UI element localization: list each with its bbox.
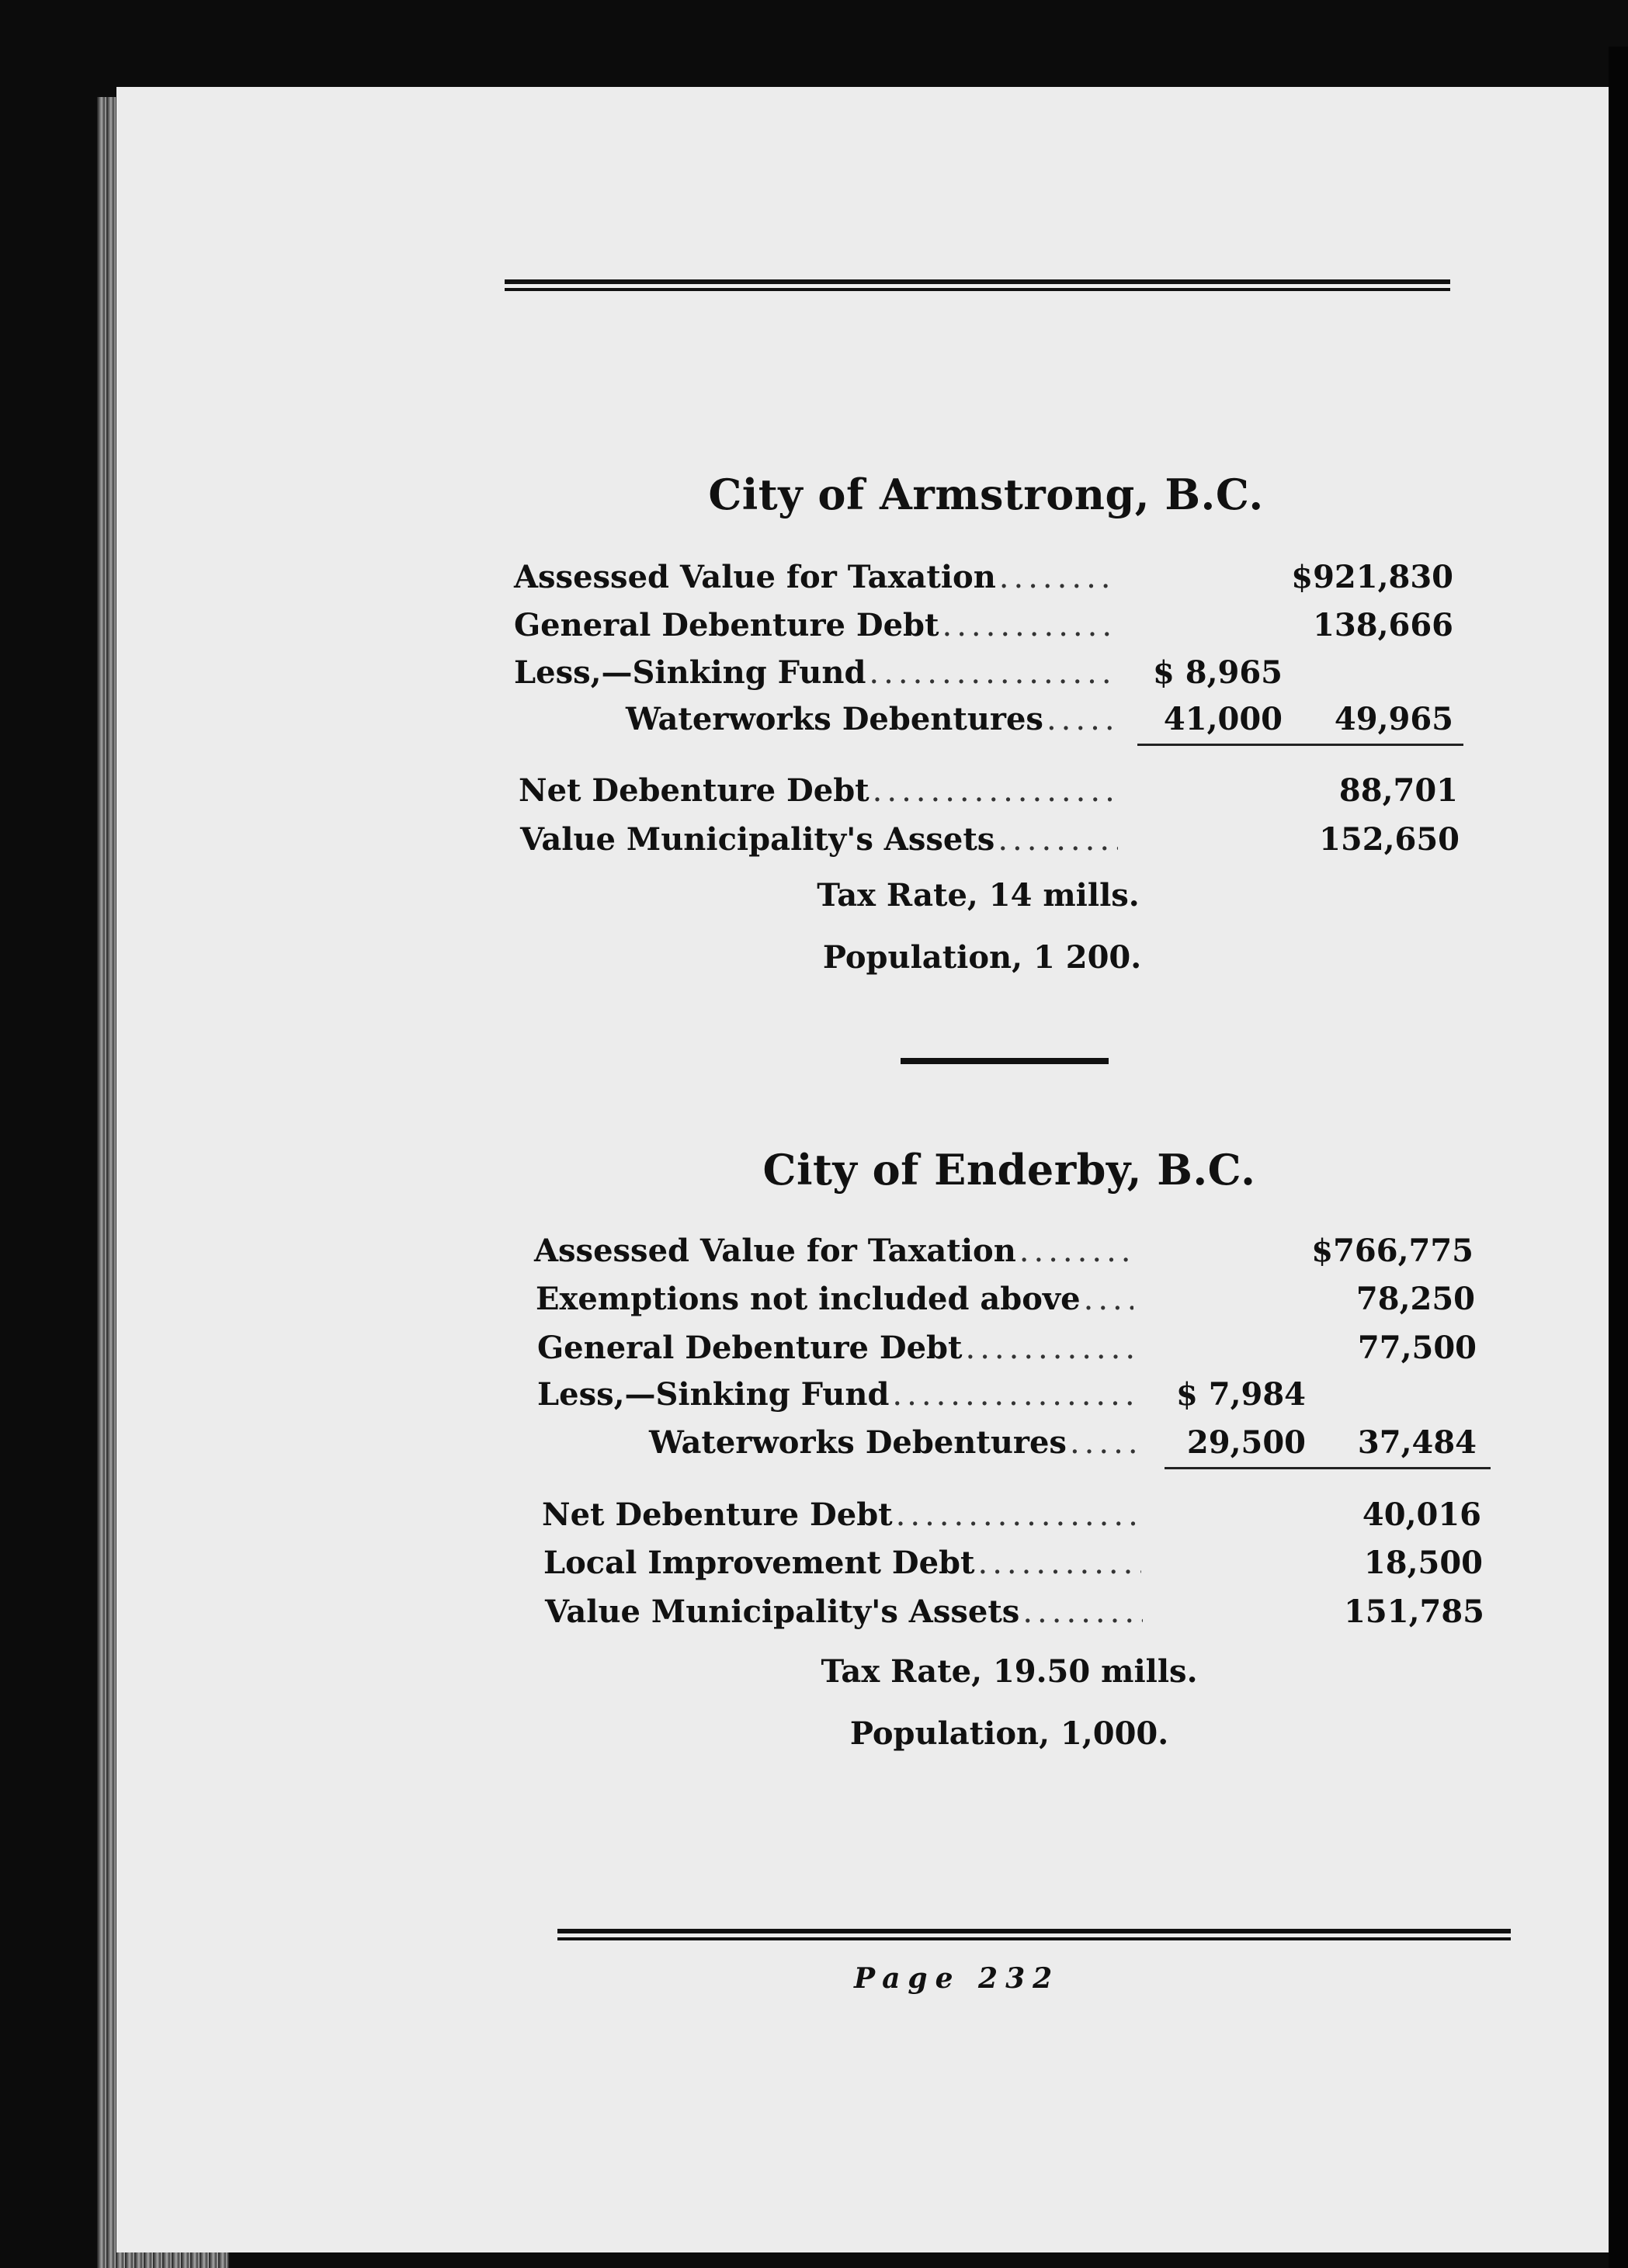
row-label: Net Debenture Debt: [519, 772, 870, 809]
armstrong-sum-rule: [1137, 744, 1463, 746]
row-label: Waterworks Debentures: [626, 701, 1043, 737]
armstrong-row-waterworks: [626, 701, 1453, 737]
row-amount: 77,500: [1357, 1330, 1477, 1366]
enderby-row-local-improvement: [543, 1545, 1483, 1581]
row-label: Assessed Value for Taxation: [534, 1233, 1016, 1269]
enderby-population: Population, 1,000.: [849, 1715, 1169, 1752]
row-mid-amount: $ 8,965: [1152, 654, 1283, 691]
row-amount: 152,650: [1319, 821, 1460, 858]
armstrong-row-net-debt: [519, 772, 1458, 809]
row-amount: 151,785: [1344, 1593, 1484, 1630]
row-label: Assessed Value for Taxation: [514, 559, 996, 595]
enderby-row-waterworks: [649, 1424, 1477, 1461]
row-label: Value Municipality's Assets: [520, 821, 995, 858]
row-label: Waterworks Debentures: [649, 1424, 1067, 1461]
section-separator: [901, 1058, 1109, 1064]
armstrong-tax-rate: Tax Rate, 14 mills.: [817, 877, 1140, 914]
enderby-title: City of Enderby, B.C.: [762, 1145, 1256, 1195]
row-amount: 37,484: [1357, 1424, 1477, 1461]
dark-margin: [1609, 47, 1628, 2268]
row-amount: $766,775: [1311, 1233, 1474, 1269]
row-label: Local Improvement Debt: [543, 1545, 975, 1581]
row-amount: 88,701: [1338, 772, 1458, 809]
enderby-row-assets: [545, 1593, 1484, 1630]
armstrong-row-assets: [520, 821, 1460, 858]
enderby-row-exemptions: [536, 1281, 1475, 1317]
enderby-row-sinking-fund: [537, 1376, 1477, 1413]
row-label: General Debenture Debt: [514, 607, 939, 643]
armstrong-row-assessed: [514, 559, 1453, 595]
enderby-row-general-debt: [537, 1330, 1477, 1366]
page-number: Page 232: [854, 1962, 1060, 1995]
row-amount: 18,500: [1363, 1545, 1483, 1581]
row-label: Less,—Sinking Fund: [514, 654, 866, 691]
row-mid-amount: 41,000: [1163, 701, 1283, 737]
top-double-rule: [505, 279, 1450, 291]
row-amount: 138,666: [1313, 607, 1453, 643]
row-mid-amount: $ 7,984: [1175, 1376, 1306, 1413]
row-mid-amount: 29,500: [1186, 1424, 1306, 1461]
row-label: General Debenture Debt: [537, 1330, 963, 1366]
row-amount: $921,830: [1291, 559, 1453, 595]
enderby-tax-rate: Tax Rate, 19.50 mills.: [821, 1653, 1198, 1690]
row-amount: 78,250: [1356, 1281, 1475, 1317]
row-label: Net Debenture Debt: [542, 1496, 893, 1533]
enderby-row-net-debt: [542, 1496, 1481, 1533]
row-label: Less,—Sinking Fund: [537, 1376, 890, 1413]
enderby-row-assessed: [534, 1233, 1474, 1269]
bottom-double-rule: [557, 1929, 1511, 1940]
row-amount: 49,965: [1334, 701, 1453, 737]
row-amount: 40,016: [1362, 1496, 1481, 1533]
row-label: Exemptions not included above: [536, 1281, 1081, 1317]
armstrong-title: City of Armstrong, B.C.: [708, 470, 1264, 519]
armstrong-row-general-debt: [514, 607, 1453, 643]
armstrong-row-sinking-fund: [514, 654, 1453, 691]
armstrong-population: Population, 1 200.: [822, 939, 1142, 976]
row-label: Value Municipality's Assets: [545, 1593, 1020, 1630]
enderby-sum-rule: [1165, 1467, 1491, 1469]
